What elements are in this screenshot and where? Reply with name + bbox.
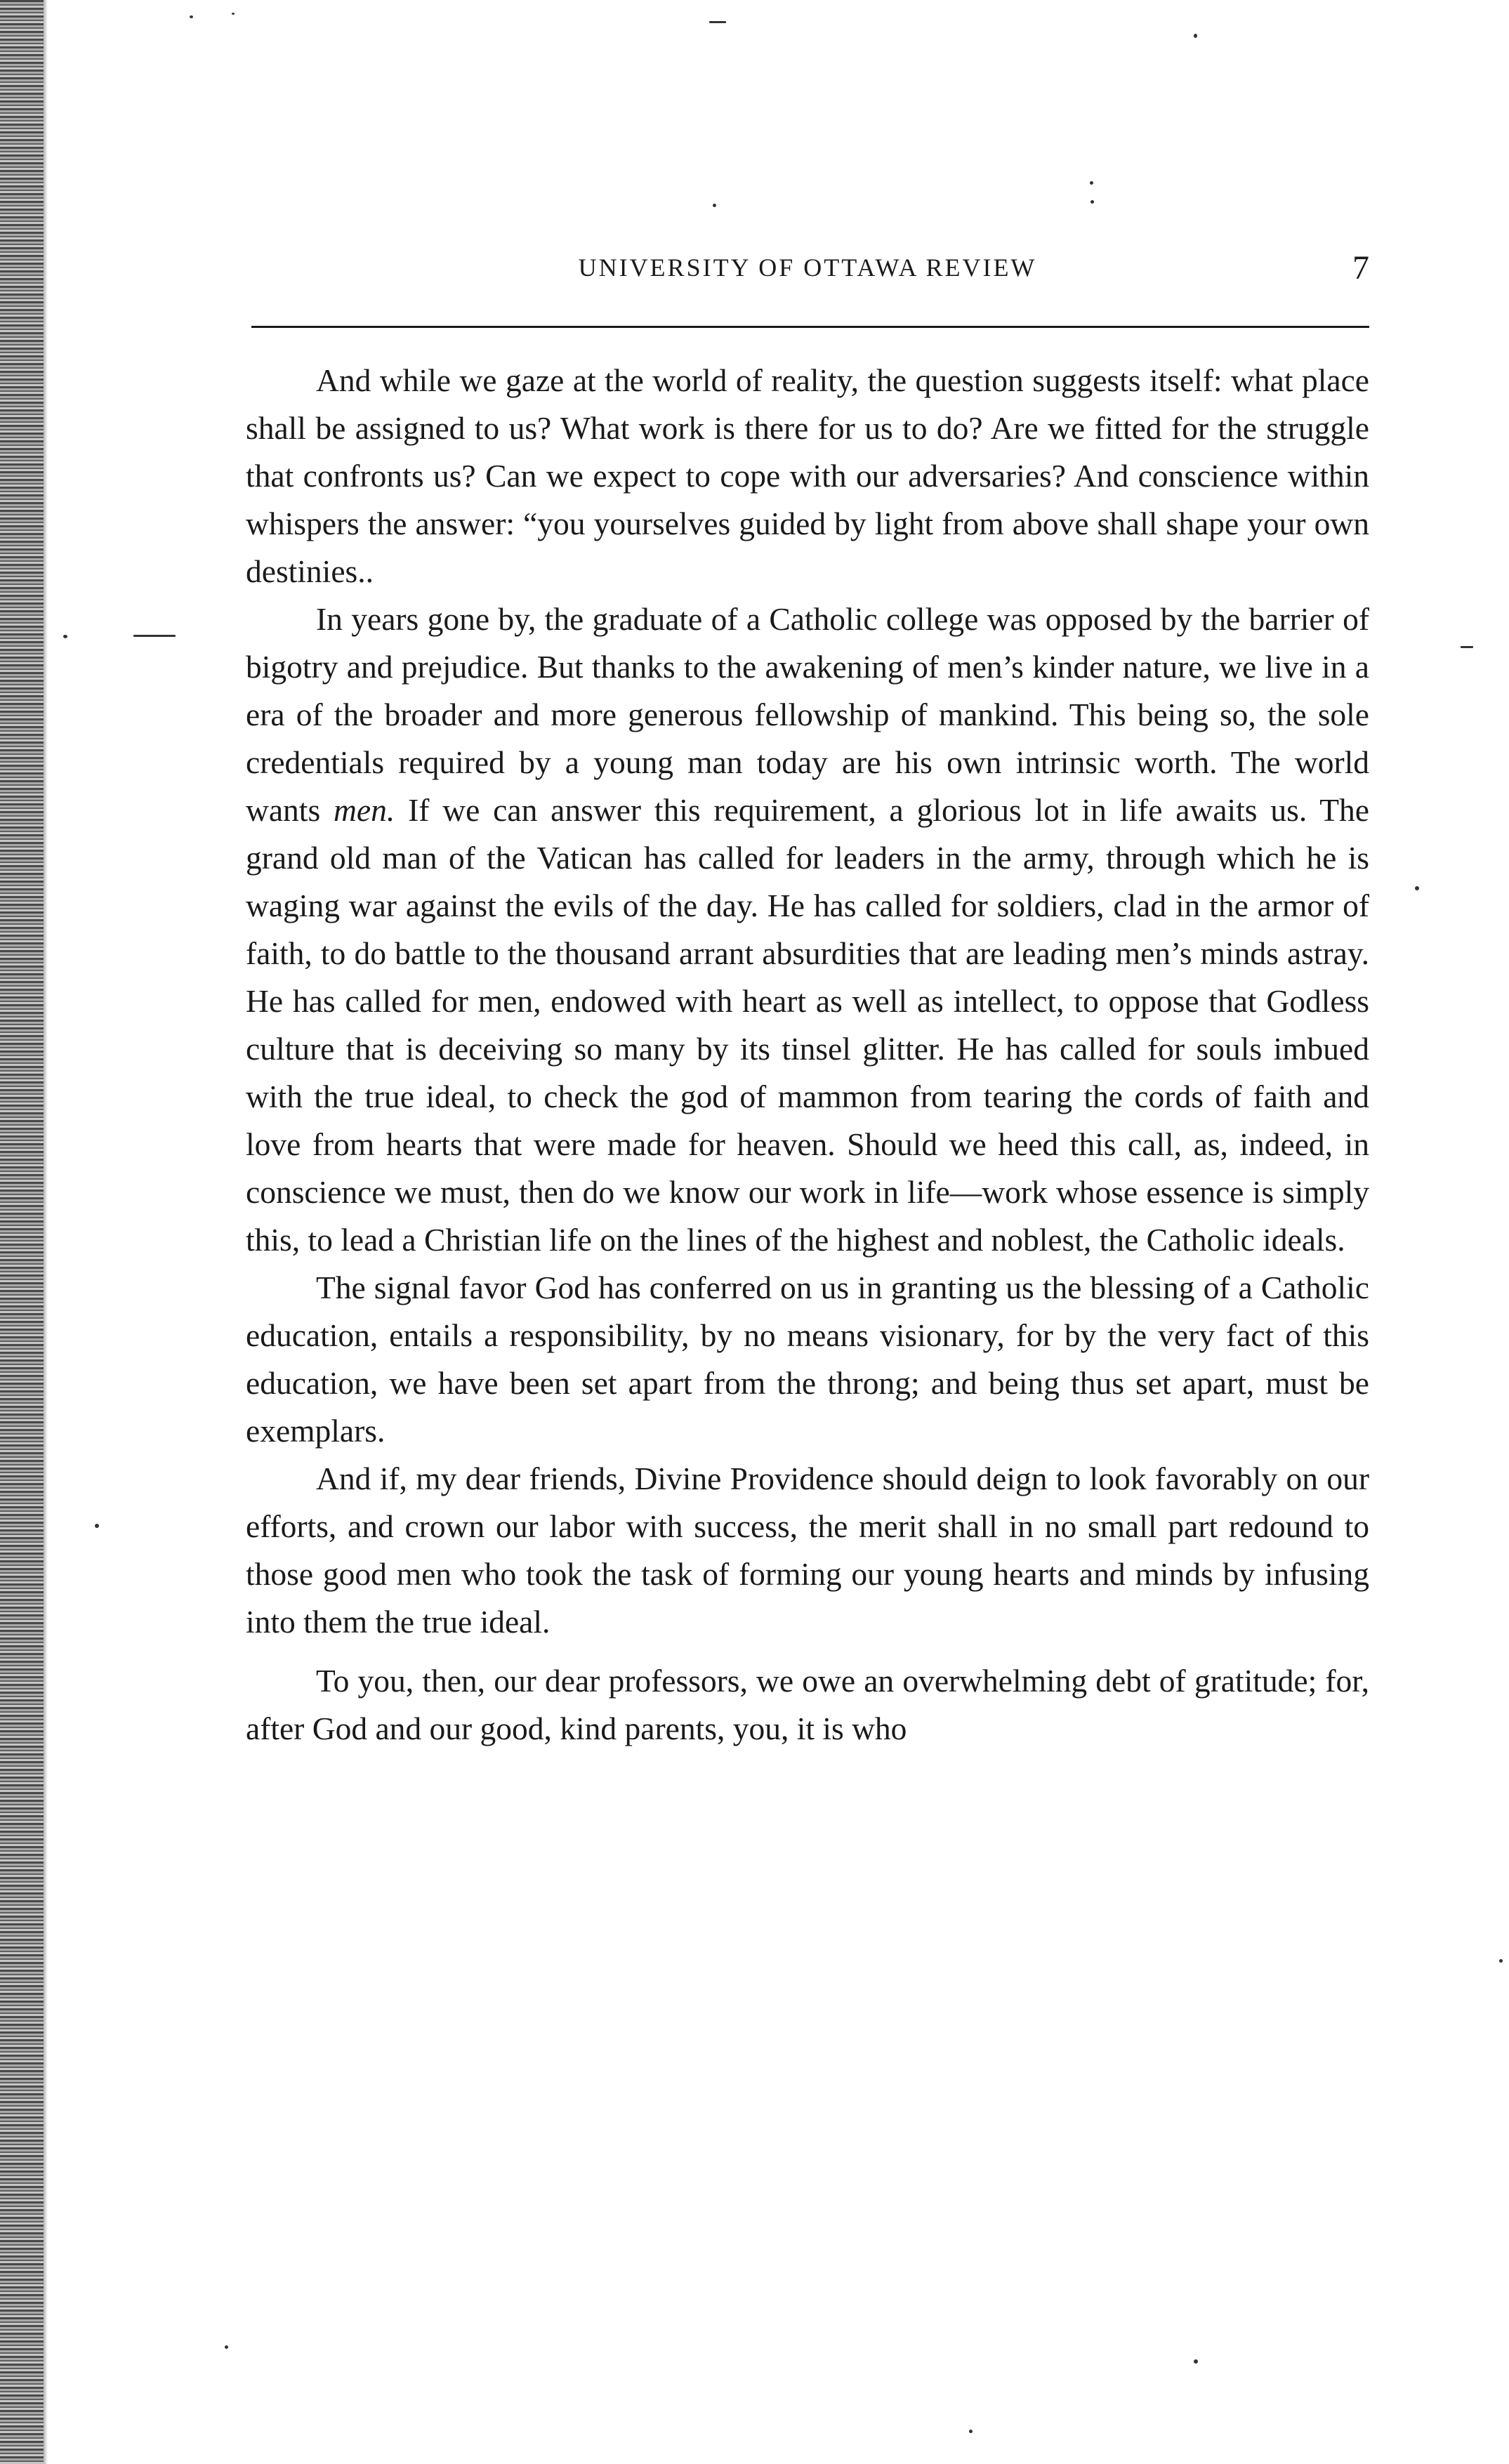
running-head: UNIVERSITY OF OTTAWA REVIEW — [578, 253, 1037, 282]
paragraph-text-continued: If we can answer this requirement, a glorious lot in life awaits us. The grand old man of the Vatican has called for leaders in the army, through which he is waging war against the evils of the day. He has called for soldiers, clad in the armor of faith, to do battle to the thousand arrant absurdities that are leading men’s minds astray. He has called for men, endowed with heart as well as intellect, to oppose that Godless culture that is deceiving so many by its tinsel glitter. He has called for souls imbued with the true ideal, to check the god of mammon from tearing the cords of faith and love from hearts that were made for heaven. Should we heed this call, as, indeed, in conscience we must, then do we know our work in life—work whose essence is simply this, to lead a Christian life on the lines of the highest and noblest, the Catholic ideals. — [246, 792, 1369, 1258]
body-text — [246, 357, 1369, 1753]
paragraph — [246, 595, 1369, 1264]
emphasized-word: men. — [334, 792, 395, 828]
book-page — [246, 239, 1369, 1746]
paragraph: And while we gaze at the world of reality, the question suggests itself: what place shall be assigned to us? What work is there for us to do? Are we fitted for the struggle that confronts us? Can we expect to cope with our adversaries? And conscience within whispers the answer: “you yourselves guided by light from above shall shape your own destinies.. — [246, 362, 1369, 589]
header-rule — [251, 326, 1369, 328]
paragraph-text: In years gone by, the graduate of a Catholic college was opposed by the barrier of bigotry and prejudice. But thanks to the awakening of men’s kinder nature, we live in a era of the broader and more generous fellowship of mankind. This being so, the sole credentials required by a young man today are his own intrinsic worth. The world wants — [246, 601, 1369, 828]
page-number: 7 — [1352, 249, 1369, 286]
paragraph: To you, then, our dear professors, we owe an overwhelming debt of gratitude; for, after God and our good, kind parents, you, it is who — [246, 1663, 1369, 1746]
page-header — [246, 239, 1369, 316]
book-binding-edge — [0, 0, 44, 2464]
paragraph: The signal favor God has conferred on us in granting us the blessing of a Catholic education, entails a responsibility, by no means visionary, for by the very fact of this education, we have been set apart from the throng; and being thus set apart, must be exemplars. — [246, 1270, 1369, 1449]
paragraph: And if, my dear friends, Divine Providence should deign to look favorably on our efforts, and crown our labor with success, the merit shall in no small part redound to those good men who took the task of forming our young hearts and minds by infusing into them the true ideal. — [246, 1461, 1369, 1640]
